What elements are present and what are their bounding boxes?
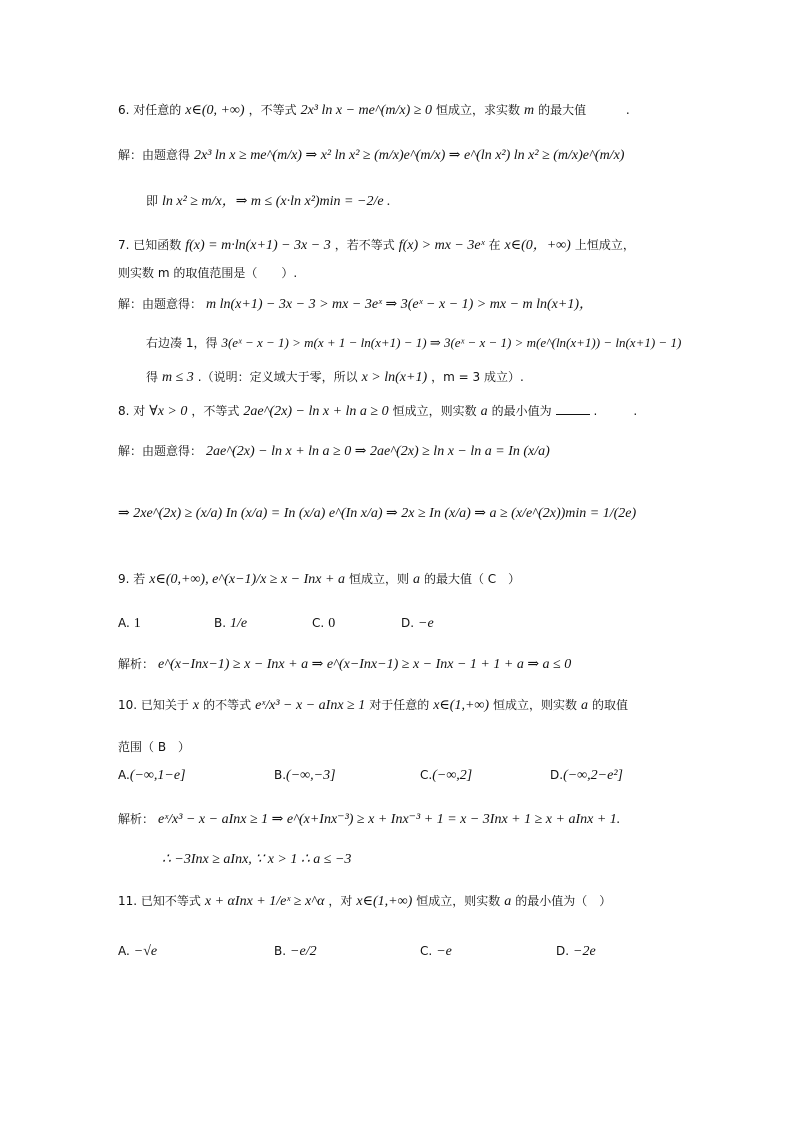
option-a: A. 1 <box>118 616 141 631</box>
problem-11-stem: 11. 已知不等式 x + αInx + 1/eˣ ≥ x^α ，对 x∈(1,+∞) 恒成立，则实数 a 的最小值为（ ） <box>118 894 612 909</box>
option-c: C. −e <box>420 944 452 959</box>
problem-10-stem: 10. 已知关于 x 的不等式 eˣ/x³ − x − aInx ≥ 1 对于任意的 x∈(1,+∞) 恒成立，则实数 a 的取值 <box>118 698 629 713</box>
option-b: B. 1/e <box>214 616 248 631</box>
answer-blank <box>556 414 590 415</box>
problem-10-analysis: 解析： eˣ/x³ − x − aInx ≥ 1 ⇒ e^(x+Inx⁻³) ≥ x + Inx⁻³ + 1 = x − 3Inx + 1 ≥ x + aInx + 1. <box>118 812 621 827</box>
problem-7-solution-2: 右边凑 1，得 3(eˣ − x − 1) > m(x + 1 − ln(x+1) − 1) ⇒ 3(eˣ − x − 1) > m(e^(ln(x+1)) − ln(x+1) − 1) <box>146 335 682 350</box>
option-d: D.(−∞,2−e²] <box>550 768 623 783</box>
option-c: C.(−∞,2] <box>420 768 473 783</box>
problem-7-stem: 7. 已知函数 f(x) = m·ln(x+1) − 3x − 3 ，若不等式 f(x) > mx − 3eˣ 在 x∈(0，+∞) 上恒成立， <box>118 238 635 253</box>
problem-7-solution-3: 得 m ≤ 3 .（说明：定义域大于零，所以 x > ln(x+1) ，m = 3 成立）. <box>146 370 524 385</box>
option-a: A.(−∞,1−e] <box>118 768 186 783</box>
problem-10-analysis-2: ∴ −3Inx ≥ aInx, ∵ x > 1 ∴ a ≤ −3 <box>162 852 352 867</box>
option-c: C. 0 <box>312 616 336 631</box>
problem-6-stem: 6. 对任意的 x∈(0, +∞) ，不等式 2x³ ln x − me^(m/x) ≥ 0 恒成立，求实数 m 的最大值 . <box>118 103 630 118</box>
problem-8-solution-2: ⇒ 2xe^(2x) ≥ (x/a) In (x/a) = In (x/a) e^(In x/a) ⇒ 2x ≥ In (x/a) ⇒ a ≥ (x/e^(2x))min = 1/(2e) <box>118 506 637 521</box>
problem-8-stem: 8. 对 ∀x > 0 ，不等式 2ae^(2x) − ln x + ln a ≥ 0 恒成立，则实数 a 的最小值为 . . <box>118 404 638 419</box>
option-d: D. −e <box>401 616 434 631</box>
problem-7-stem-2: 则实数 m 的取值范围是（ ）. <box>118 266 298 280</box>
problem-6-solution: 解：由题意得 2x³ ln x ≥ me^(m/x) ⇒ x² ln x² ≥ (m/x)e^(m/x) ⇒ e^(ln x²) ln x² ≥ (m/x)e^(m/x) <box>118 148 625 163</box>
problem-8-solution: 解：由题意得： 2ae^(2x) − ln x + ln a ≥ 0 ⇒ 2ae^(2x) ≥ ln x − ln a = In (x/a) <box>118 444 550 459</box>
problem-10-stem-2: 范围（ B ） <box>118 740 191 754</box>
problem-6-solution-2: 即 ln x² ≥ m/x，⇒ m ≤ (x·ln x²)min = −2/e . <box>146 194 391 209</box>
problem-9-stem: 9. 若 x∈(0,+∞), e^(x−1)/x ≥ x − Inx + a 恒成立，则 a 的最大值（ C ） <box>118 572 521 587</box>
option-d: D. −2e <box>556 944 596 959</box>
problem-7-solution: 解：由题意得： m ln(x+1) − 3x − 3 > mx − 3eˣ ⇒ 3(eˣ − x − 1) > mx − m ln(x+1)， <box>118 297 594 312</box>
option-b: B. −e/2 <box>274 944 317 959</box>
option-a: A. −√e <box>118 944 158 959</box>
option-b: B.(−∞,−3] <box>274 768 336 783</box>
problem-9-analysis: 解析： e^(x−Inx−1) ≥ x − Inx + a ⇒ e^(x−Inx−1) ≥ x − Inx − 1 + 1 + a ⇒ a ≤ 0 <box>118 657 572 672</box>
